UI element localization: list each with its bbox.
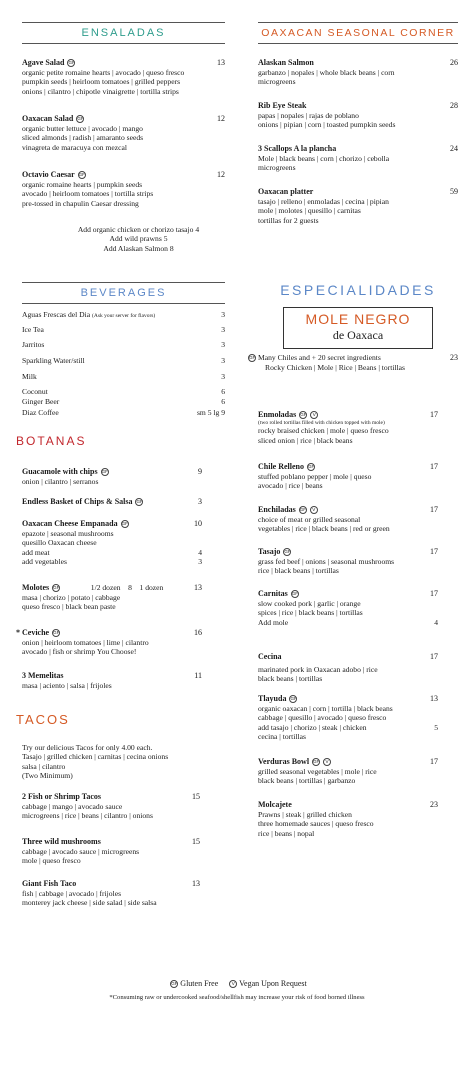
beverage-row bbox=[22, 310, 225, 320]
item-price: 59 bbox=[450, 187, 458, 196]
gluten-free-icon: GF bbox=[291, 591, 299, 597]
gluten-free-label: Gluten Free bbox=[180, 979, 219, 988]
item-desc: avocado | rice | beans bbox=[258, 481, 323, 491]
item-price: 17 bbox=[430, 410, 438, 419]
menu-item bbox=[22, 583, 225, 612]
menu-item bbox=[258, 101, 458, 130]
menu-item bbox=[22, 170, 225, 208]
right-column bbox=[249, 0, 458, 1076]
item-desc: stuffed poblano pepper | mole | queso bbox=[258, 471, 372, 481]
item-desc: Many Chiles and + 20 secret ingredients bbox=[258, 353, 381, 362]
menu-item bbox=[258, 757, 438, 786]
item-price: 28 bbox=[450, 101, 458, 110]
menu-item bbox=[22, 519, 225, 567]
item-desc: rice | beans | nopal bbox=[258, 828, 315, 838]
item-desc: organic romaine hearts | pumpkin seeds bbox=[22, 179, 143, 189]
item-desc: black beans | tortillas bbox=[258, 674, 323, 684]
item-name: Octavio Caesar bbox=[22, 170, 75, 179]
oaxacan-corner-title: OAXACAN SEASONAL CORNER bbox=[258, 23, 458, 44]
item-name: Enmoladas bbox=[258, 410, 297, 419]
menu-item bbox=[22, 467, 225, 486]
item-name: Three wild mushrooms bbox=[22, 837, 101, 846]
beverage-row bbox=[22, 325, 225, 334]
item-desc: cabbage | quesillo | avocado | queso fresco bbox=[258, 713, 387, 723]
menu-item bbox=[258, 58, 458, 87]
menu-item bbox=[22, 114, 225, 152]
gluten-free-icon: GF bbox=[313, 759, 320, 765]
item-price: 17 bbox=[430, 652, 438, 661]
item-price: 15 bbox=[192, 792, 200, 801]
item-desc: masa | chorizo | potato | cabbage bbox=[22, 592, 121, 602]
beverages-title: BEVERAGES bbox=[22, 283, 225, 304]
item-name: Rib Eye Steak bbox=[258, 101, 307, 110]
item-price: 17 bbox=[430, 462, 438, 471]
gluten-free-icon: GF bbox=[171, 981, 178, 987]
extra-price: 4 bbox=[434, 617, 438, 627]
item-name: Cecina bbox=[258, 652, 282, 661]
item-desc: add tasajo | chorizo | steak | chicken bbox=[258, 722, 367, 732]
beverage-price: 6 bbox=[221, 397, 225, 406]
item-desc: organic butter lettuce | avocado | mango bbox=[22, 123, 143, 133]
beverage-name: Sparkling Water/still bbox=[22, 356, 85, 365]
beverage-price: 3 bbox=[221, 310, 225, 319]
menu-item bbox=[22, 497, 225, 507]
beverage-name: Milk bbox=[22, 372, 37, 381]
beverage-price: 3 bbox=[221, 356, 225, 365]
gluten-free-icon: GF bbox=[136, 499, 143, 505]
item-desc: monterey jack cheese | side salad | side salsa bbox=[22, 898, 157, 908]
beverage-name: Diaz Coffee bbox=[22, 408, 59, 417]
tacos-intro-line: Try our delicious Tacos for only 4.00 each. bbox=[22, 743, 153, 752]
gluten-free-icon: GF bbox=[53, 585, 60, 591]
item-desc: grilled seasonal vegetables | mole | rice bbox=[258, 766, 377, 776]
item-desc: garbanzo | nopales | whole black beans | corn bbox=[258, 67, 395, 77]
vegan-icon: V bbox=[229, 980, 237, 988]
item-desc: organic oaxacan | corn | tortilla | black beans bbox=[258, 703, 393, 713]
item-price: 13 bbox=[217, 58, 225, 67]
item-name: Oaxacan Salad bbox=[22, 114, 74, 123]
menu-item bbox=[22, 58, 225, 96]
raw-warning-star: * bbox=[16, 628, 20, 637]
item-desc: vegetables | rice | black beans | red or green bbox=[258, 524, 390, 534]
beverage-name: Ice Tea bbox=[22, 325, 44, 334]
item-desc: pumpkin seeds | heirloom tomatoes | grilled peppers bbox=[22, 77, 181, 87]
item-desc: black beans | tortillas | garbanzo bbox=[258, 776, 356, 786]
menu-item bbox=[258, 505, 438, 534]
item-price: 10 bbox=[194, 519, 202, 528]
item-price: 11 bbox=[194, 671, 202, 680]
ensaladas-section bbox=[22, 22, 225, 44]
item-desc: mole | queso fresco bbox=[22, 856, 81, 866]
menu-item bbox=[22, 879, 225, 908]
item-desc: Prawns | steak | grilled chicken bbox=[258, 809, 352, 819]
tacos-section bbox=[16, 712, 225, 731]
item-price: 15 bbox=[192, 837, 200, 846]
item-name: 3 Memelitas bbox=[22, 671, 64, 680]
item-name: Verduras Bowl bbox=[258, 757, 310, 766]
item-name: Chile Relleno bbox=[258, 462, 304, 471]
mole-negro-logo bbox=[283, 307, 433, 349]
item-desc: quesillo Oaxacan cheese bbox=[22, 538, 97, 548]
mole-logo-subtitle: de Oaxaca bbox=[332, 327, 384, 342]
botanas-section bbox=[16, 434, 225, 451]
vegan-icon: V bbox=[323, 758, 331, 766]
item-desc: spices | rice | black beans | tortillas bbox=[258, 608, 363, 618]
beverage-name: Ginger Beer bbox=[22, 397, 60, 406]
tacos-title: TACOS bbox=[16, 712, 70, 727]
beverage-row bbox=[22, 356, 225, 365]
item-name: Guacamole with chips bbox=[22, 467, 98, 476]
oaxacan-corner-section bbox=[258, 22, 458, 44]
beverage-price: 3 bbox=[221, 325, 225, 334]
especialidades-section bbox=[258, 282, 458, 302]
extra-price: 3 bbox=[198, 557, 202, 567]
item-name: Oaxacan platter bbox=[258, 187, 314, 196]
item-name: Endless Basket of Chips & Salsa bbox=[22, 497, 133, 506]
menu-item bbox=[258, 800, 438, 838]
item-name: Molcajete bbox=[258, 800, 292, 809]
item-desc: microgreens bbox=[258, 163, 296, 173]
menu-item bbox=[258, 547, 438, 576]
item-desc: sliced onion | rice | black beans bbox=[258, 435, 353, 445]
item-desc: choice of meat or grilled seasonal bbox=[258, 514, 361, 524]
gluten-free-icon: GF bbox=[299, 507, 307, 513]
gluten-free-icon: GF bbox=[249, 355, 256, 361]
beverage-row bbox=[22, 340, 225, 349]
gluten-free-icon: GF bbox=[68, 60, 75, 66]
item-price: 17 bbox=[430, 505, 438, 514]
item-name: Alaskan Salmon bbox=[258, 58, 314, 67]
item-price: 13 bbox=[194, 583, 202, 592]
item-name: Tasajo bbox=[258, 547, 281, 556]
item-desc: rice | black beans | tortillas bbox=[258, 566, 339, 576]
item-price: 13 bbox=[430, 694, 438, 703]
gluten-free-icon: GF bbox=[53, 630, 60, 636]
extra-price: 4 bbox=[198, 547, 202, 557]
beverage-price: sm 5 lg 9 bbox=[196, 408, 225, 417]
item-desc: Rocky Chicken | Mole | Rice | Beans | tortillas bbox=[265, 362, 406, 372]
disclaimer: *Consuming raw or undercooked seafood/shellfish may increase your risk of food borned illness bbox=[109, 994, 365, 1001]
item-name: Tlayuda bbox=[258, 694, 287, 703]
item-desc: queso fresco | black bean paste bbox=[22, 602, 116, 612]
gluten-free-icon: GF bbox=[78, 172, 85, 178]
vegan-icon: V bbox=[310, 411, 318, 419]
gluten-free-icon: GF bbox=[284, 549, 291, 555]
item-price: 17 bbox=[430, 547, 438, 556]
item-desc: vinagreta de maracuya con mezcal bbox=[22, 142, 127, 152]
item-price: 26 bbox=[450, 58, 458, 67]
item-desc: microgreens bbox=[258, 77, 296, 87]
gluten-free-icon: GF bbox=[300, 412, 307, 418]
menu-item bbox=[22, 671, 225, 690]
beverage-row bbox=[22, 372, 225, 381]
beverage-note: (Ask your server for flavors) bbox=[92, 313, 156, 319]
beverage-price: 6 bbox=[221, 387, 225, 396]
item-note: (two rolled tortillas filled with chicken topped with mole) bbox=[258, 419, 385, 426]
beverage-row bbox=[22, 408, 225, 417]
ensaladas-title: ENSALADAS bbox=[22, 23, 225, 44]
item-desc: sliced almonds | radish | amaranto seeds bbox=[22, 133, 144, 143]
item-name: 2 Fish or Shrimp Tacos bbox=[22, 792, 101, 801]
tacos-intro-line: salsa | cilantro bbox=[22, 761, 66, 771]
item-desc: rocky braised chicken | mole | queso fresco bbox=[258, 426, 389, 436]
item-desc: cabbage | mango | avocado sauce bbox=[22, 801, 123, 811]
item-desc: masa | aciento | salsa | frijoles bbox=[22, 680, 112, 690]
item-name: Agave Salad bbox=[22, 58, 65, 67]
extra-price: 5 bbox=[434, 722, 438, 732]
gluten-free-icon: GF bbox=[308, 464, 315, 470]
item-name: Enchiladas bbox=[258, 505, 296, 514]
beverages-section bbox=[22, 282, 225, 304]
beverage-price: 3 bbox=[221, 372, 225, 381]
gluten-free-icon: GF bbox=[77, 116, 84, 122]
tacos-intro-line: (Two Minimum) bbox=[22, 771, 73, 781]
item-desc: tasajo | relleno | enmoladas | cecina | pipian bbox=[258, 196, 389, 206]
menu-item bbox=[258, 462, 438, 491]
item-price: 9 bbox=[198, 467, 202, 476]
item-price: 13 bbox=[192, 879, 200, 888]
gluten-free-icon: GF bbox=[290, 696, 297, 702]
item-desc: epazote | seasonal mushrooms bbox=[22, 528, 114, 538]
beverage-name: Coconut bbox=[22, 387, 48, 396]
menu-item bbox=[16, 628, 225, 657]
item-desc: cecina | tortillas bbox=[258, 732, 306, 742]
item-price: 17 bbox=[430, 589, 438, 598]
legend bbox=[0, 979, 474, 989]
left-column bbox=[16, 0, 225, 1076]
addon-line: Add Alaskan Salmon 8 bbox=[103, 243, 174, 253]
item-price: 3 bbox=[198, 497, 202, 506]
item-name: Oaxacan Cheese Empanada bbox=[22, 519, 118, 528]
item-desc: mole | molotes | quesillo | carnitas bbox=[258, 206, 361, 216]
item-name: Ceviche bbox=[22, 628, 50, 637]
item-price: 23 bbox=[450, 353, 458, 362]
item-desc: fish | cabbage | avocado | frijoles bbox=[22, 888, 122, 898]
item-name: Carnitas bbox=[258, 589, 288, 598]
especialidades-title: ESPECIALIDADES bbox=[280, 282, 436, 298]
item-desc: onion | cilantro | serranos bbox=[22, 476, 99, 486]
item-desc: cabbage | avocado sauce | microgreens bbox=[22, 846, 140, 856]
item-portions: 1/2 dozen 8 1 dozen bbox=[90, 583, 164, 592]
item-desc: papas | nopales | rajas de poblano bbox=[258, 110, 359, 120]
beverage-name: Aguas Frescas del Dia bbox=[22, 310, 91, 319]
item-name: 3 Scallops A la plancha bbox=[258, 144, 337, 153]
menu-item bbox=[258, 144, 458, 173]
item-price: 23 bbox=[430, 800, 438, 809]
addon-line: Add wild prawns 5 bbox=[109, 234, 168, 244]
item-price: 17 bbox=[430, 757, 438, 766]
menu-item bbox=[258, 589, 438, 627]
item-name: Molotes bbox=[22, 583, 50, 592]
item-desc: add meat bbox=[22, 547, 50, 557]
botanas-title: BOTANAS bbox=[16, 434, 87, 448]
menu-item bbox=[22, 792, 225, 821]
mole-logo-title: MOLE NEGRO bbox=[305, 311, 411, 327]
item-desc: Mole | black beans | corn | chorizo | cebolla bbox=[258, 153, 390, 163]
item-desc: onions | pipian | corn | toasted pumpkin seeds bbox=[258, 120, 396, 130]
item-desc: onions | cilantro | chipotle vinaigrette | tortilla strips bbox=[22, 86, 179, 96]
item-name: Giant Fish Taco bbox=[22, 879, 77, 888]
gluten-free-icon: GF bbox=[121, 521, 128, 527]
beverage-row bbox=[22, 387, 225, 396]
item-desc: organic petite romaine hearts | avocado | queso fresco bbox=[22, 67, 185, 77]
addon-line: Add organic chicken or chorizo tasajo 4 bbox=[77, 225, 200, 234]
item-desc: microgreens | rice | beans | cilantro | onions bbox=[22, 811, 153, 821]
beverage-price: 3 bbox=[221, 340, 225, 349]
item-price: 12 bbox=[217, 170, 225, 179]
item-desc: pre-tossed in chapulin Caesar dressing bbox=[22, 198, 139, 208]
item-desc: avocado | heirloom tomatoes | tortilla strips bbox=[22, 189, 154, 199]
menu-item bbox=[258, 652, 438, 684]
item-desc: grass fed beef | onions | seasonal mushrooms bbox=[258, 556, 395, 566]
item-desc: slow cooked pork | garlic | orange bbox=[258, 598, 361, 608]
item-price: 12 bbox=[217, 114, 225, 123]
menu-item bbox=[22, 837, 225, 866]
menu-item bbox=[258, 187, 458, 225]
mole-negro-item bbox=[248, 353, 458, 372]
menu-item bbox=[258, 410, 438, 445]
item-desc: tortillas for 2 guests bbox=[258, 215, 319, 225]
item-price: 16 bbox=[194, 628, 202, 637]
item-price: 24 bbox=[450, 144, 458, 153]
beverage-row bbox=[22, 397, 225, 406]
tacos-intro-line: Tasajo | grilled chicken | carnitas | cecina onions bbox=[22, 752, 169, 762]
vegan-icon: V bbox=[310, 506, 318, 514]
item-desc: add vegetables bbox=[22, 557, 67, 567]
item-desc: three homemade sauces | queso fresco bbox=[258, 819, 374, 829]
tacos-intro bbox=[22, 743, 225, 781]
item-desc: avocado | fish or shrimp You Choose! bbox=[22, 647, 137, 657]
ensaladas-addons bbox=[22, 225, 225, 253]
item-desc: Add mole bbox=[258, 617, 289, 627]
item-desc: marinated pork in Oaxacan adobo | rice bbox=[258, 664, 378, 674]
menu-item bbox=[258, 694, 438, 742]
gluten-free-icon: GF bbox=[101, 469, 108, 475]
item-desc: onion | heirloom tomatoes | lime | cilantro bbox=[22, 637, 149, 647]
beverage-name: Jarritos bbox=[22, 340, 45, 349]
vegan-label: Vegan Upon Request bbox=[239, 979, 307, 988]
